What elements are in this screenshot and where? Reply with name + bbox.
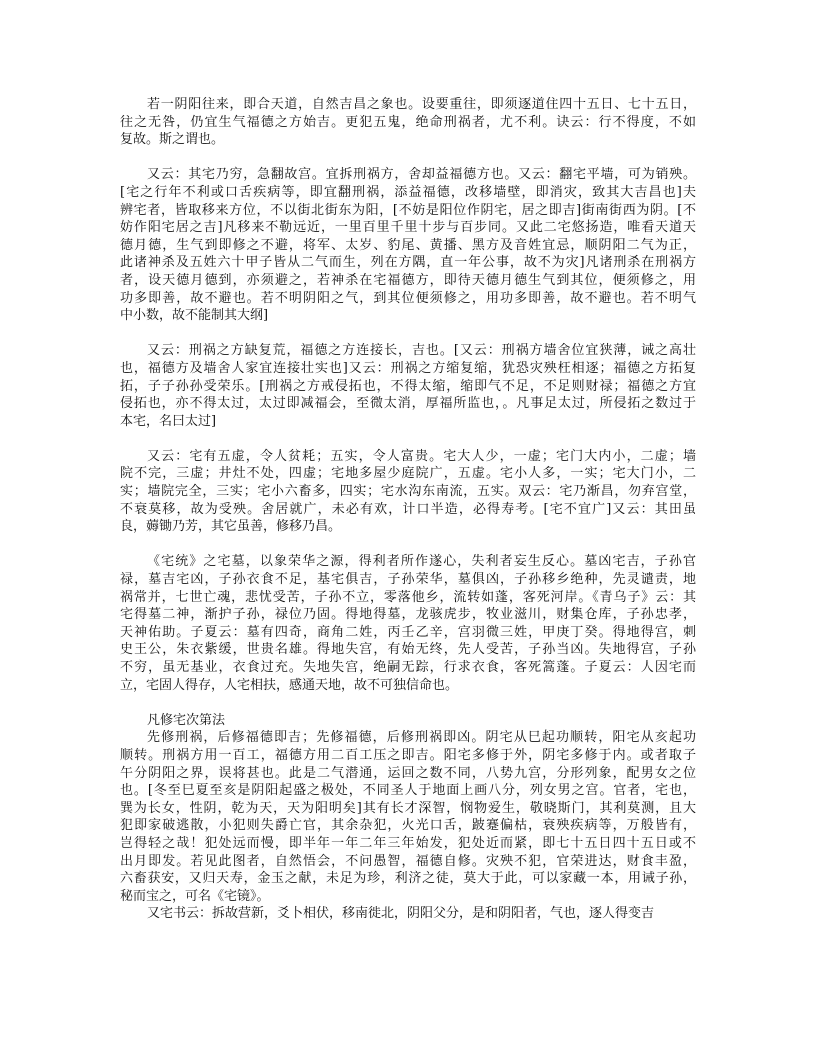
text-line: 又云：刑祸之方缺复荒，福德之方连接长，吉也。[又云：刑祸方墙舍位宜狭薄，诫之高壮 [147, 343, 696, 359]
text-line: 不衰莫移，故为受殃。舍居就广，未必有欢，计口半造，必得寿考。[宅不宜广]又云：其田虽 [120, 501, 696, 517]
text-line: 辨宅者，皆取移来方位，不以街北街东为阳，[不妨是阳位作阴宅，居之即吉]街南街西为阴。[不 [120, 202, 696, 218]
text-line: 凡修宅次第法 [147, 712, 226, 728]
text-line: 顺转。刑祸方用一百工，福德方用二百工压之即吉。阳宅多修于外，阴宅多修于内。或者取子 [120, 747, 696, 763]
text-line: 往之无咎，仍宜生气福德之方始吉。更犯五鬼，绝命刑祸者，尤不利。诀云：行不得度，不如 [120, 114, 696, 130]
text-line: 犯即家破逃散，小犯则失爵亡官，其余杂犯，火光口舌，跛蹇偏枯，衰殃疾病等，万般皆有， [120, 818, 696, 834]
document-body [120, 96, 696, 923]
text-line: 又云：其宅乃穷，急翻故宫。宜拆刑祸方，舍却益福德方也。又云：翻宅平墙，可为销殃。 [147, 167, 696, 183]
paragraph-repair-order [120, 729, 696, 905]
text-line: 不穷，虽无基业，衣食过充。失地失宫，绝嗣无踪，行求衣食，客死篙蓬。子夏云：人因宅而 [120, 660, 696, 675]
text-line: 史王公，朱衣紫缓，世贵名雄。得地失宫，有始无终，先人受苦，子孙当凶。失地得宫，子孙 [120, 642, 696, 658]
text-line: 实；墙院完全，三实；宅小六畜多，四实；宅水沟东南流，五实。双云：宅乃渐昌，勿弃宫堂， [120, 484, 696, 500]
text-line: 又云：宅有五虚，令人贫耗；五实，令人富贵。宅大人少，一虚；宅门大内小，二虚；墙 [147, 448, 696, 464]
text-line: 禄，墓吉宅凶，子孙衣食不足，基宅俱吉，子孙荣华，墓俱凶，子孙移乡绝种，先灵谴责，地 [120, 572, 696, 588]
text-line: 本宅，名曰太过] [120, 413, 217, 429]
text-line: 者，设天德月德到，亦须避之，若神杀在宅福德方，即待天德月德生气到其位，便须修之，用 [120, 272, 696, 288]
paragraph-five-emptiness [120, 448, 696, 536]
text-line: 若一阴阳往来，即合天道，自然吉昌之象也。设要重往，即须逐道住四十五日、七十五日， [147, 97, 696, 112]
text-line: 巽为长女，性阴，乾为天，天为阳明矣]其有长才深智，悯物爱生，敬晓斯门，其利莫测，且大 [120, 800, 696, 816]
paragraph-zhaitong-tombs [120, 553, 696, 694]
text-line: 也。[冬至巳夏至亥是阴阳起盛之极处，不同圣人于地面上画八分，列女男之宫。官者，宅也， [120, 783, 696, 799]
text-line: 德月德，生气到即修之不避，将军、太岁、豹尾、黄播、黑方及音姓宜忌，顺阴阳二气为正， [120, 237, 696, 253]
text-line: 祸常并，七世亡魂，悲忧受苦，子孙不立，零落他乡，流转如蓬，客死河岸。《青乌子》云：其 [120, 589, 696, 605]
text-line: 也，福德方及墙舍人家宜连接壮实也]又云：刑祸之方缩复缩，犹恐灾殃枉相逐；福德之方拓复 [120, 360, 696, 376]
paragraph-xinghuo-fangs [120, 342, 696, 430]
text-line: 此诸神杀及五姓六十甲子皆从二气而生，列在方隅，直一年公事，故不为灾]凡诸刑杀在刑祸方 [120, 255, 696, 271]
text-line: 《宅统》之宅墓，以象荣华之源，得利者所作遂心，失利者妄生反心。墓凶宅吉，子孙官 [147, 554, 696, 570]
text-line: 秘而宝之，可名《宅镜》。 [120, 888, 270, 904]
text-line: 出月即发。若见此图者，自然悟会，不问愚智，福德自修。灾殃不犯，官荣进达，财食丰盈， [120, 853, 696, 869]
text-line: 复故。斯之谓也。 [120, 132, 225, 148]
text-line: 又宅书云：拆故营新，爻卜相伏，移南徙北，阴阳父分，是和阴阳者，气也，逐人得变吉 [147, 906, 655, 922]
paragraph-zhaishu [120, 905, 696, 923]
text-line: 宅得墓二神，渐护子孙，禄位乃固。得地得墓，龙骇虎步，牧业滋川，财集仓库，子孙忠孝， [120, 607, 696, 623]
text-line: [宅之行年不利或口舌疾病等，即宜翻刑祸，添益福德，改移墙壁，即消灾，致其大吉昌也]夫 [120, 184, 696, 200]
text-line: 侵拓也，亦不得太过，太过即减福会，至微太消，厚福所监也，。凡事足太过，所侵拓之数过于 [120, 396, 696, 412]
text-line: 午分阴阳之界，误将甚也。此是二气潜通，运回之数不同，八势九宫，分形列象，配男女之位 [120, 765, 696, 781]
text-line: 天神佑助。子夏云：墓有四奇，商角二姓，丙壬乙辛，宫羽微三姓，甲庚丁癸。得地得宫，刺 [120, 624, 696, 640]
section-heading [120, 712, 696, 730]
text-line: 岂得轻之哉！犯处远而慢，即半年一年二年三年始发，犯处近而紧，即七十五日四十五日或不 [120, 835, 696, 851]
text-line: 立，宅固人得存，人宅相扶，感通天地，故不可独信命也。 [120, 677, 459, 693]
text-line: 拓，子子孙孙受荣乐。[刑祸之方戒侵拓也，不得太缩，缩即气不足，不足则财禄；福德之方宜 [120, 378, 696, 394]
text-line: 中小数，故不能制其大纲] [120, 308, 269, 324]
text-line: 良，薅锄乃芳，其它虽善，修移乃昌。 [120, 519, 342, 535]
paragraph-yin-yang-return [120, 96, 696, 149]
text-line: 功多即善，故不避也。若不明阴阳之气，到其位便须修之，用功多即善，故不避也。若不明气 [120, 290, 696, 306]
text-line: 院不完，三虚；井灶不处，四虚；宅地多屋少庭院广，五虚。宅小人多，一实；宅大门小，二 [120, 466, 696, 482]
text-line: 妨作阳宅居之吉]凡移来不勒远近，一里百里千里十步与百步同。又此二宅悠扬造，唯看天道天 [120, 220, 696, 236]
text-line: 六畜获安，又归天寿，金玉之献，未足为珍，利济之徒，莫大于此，可以家藏一本，用诫子孙， [120, 871, 696, 887]
paragraph-house-poverty [120, 166, 696, 324]
text-line: 先修刑祸，后修福德即吉；先修福德，后修刑祸即凶。阴宅从巳起功顺转，阳宅从亥起功 [147, 730, 696, 746]
